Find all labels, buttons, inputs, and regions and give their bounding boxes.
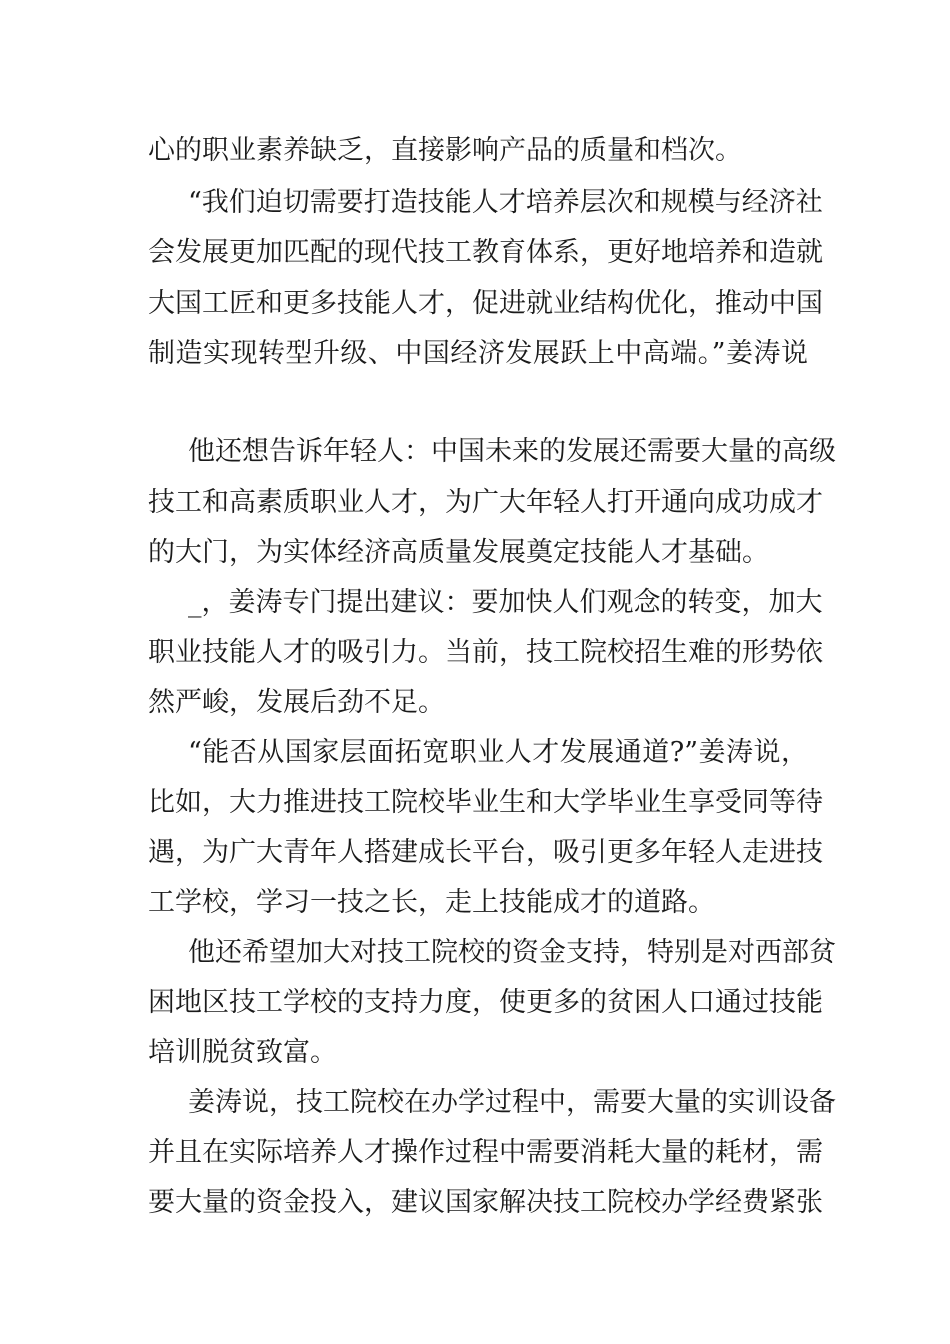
text-line: 姜涛说，技工院校在办学过程中，需要大量的实训设备 bbox=[188, 1087, 836, 1118]
text-line: 职业技能人才的吸引力。当前，技工院校招生难的形势依 bbox=[148, 637, 823, 668]
text-line: 比如，大力推进技工院校毕业生和大学毕业生享受同等待 bbox=[148, 787, 823, 818]
text-line: 然严峻，发展后劲不足。 bbox=[148, 687, 445, 718]
text-line: 技工和高素质职业人才，为广大年轻人打开通向成功成才 bbox=[148, 487, 823, 518]
text-line: 心的职业素养缺乏，直接影响产品的质量和档次。 bbox=[148, 135, 742, 166]
text-line: “能否从国家层面拓宽职业人才发展通道?”姜涛说， bbox=[188, 737, 808, 768]
text-line: 遇，为广大青年人搭建成长平台，吸引更多年轻人走进技 bbox=[148, 837, 823, 868]
text-line: 并且在实际培养人才操作过程中需要消耗大量的耗材，需 bbox=[148, 1137, 823, 1168]
text-line: 的大门，为实体经济高质量发展奠定技能人才基础。 bbox=[148, 537, 769, 568]
text-line: 困地区技工学校的支持力度，使更多的贫困人口通过技能 bbox=[148, 987, 823, 1018]
text-line: 他还希望加大对技工院校的资金支持，特别是对西部贫 bbox=[188, 937, 836, 968]
text-line: 培训脱贫致富。 bbox=[148, 1037, 337, 1068]
text-line: 工学校，学习一技之长，走上技能成才的道路。 bbox=[148, 887, 715, 918]
text-line: 要大量的资金投入，建议国家解决技工院校办学经费紧张 bbox=[148, 1187, 823, 1218]
text-line: 制造实现转型升级、中国经济发展跃上中高端。”姜涛说 bbox=[148, 338, 808, 369]
text-line: 他还想告诉年轻人：中国未来的发展还需要大量的高级 bbox=[188, 436, 836, 467]
text-line: 会发展更加匹配的现代技工教育体系，更好地培养和造就 bbox=[148, 237, 823, 268]
text-line: 大国工匠和更多技能人才，促进就业结构优化，推动中国 bbox=[148, 288, 823, 319]
text-line: “我们迫切需要打造技能人才培养层次和规模与经济社 bbox=[188, 187, 823, 218]
text-line: _，姜涛专门提出建议：要加快人们观念的转变，加大 bbox=[188, 587, 823, 618]
